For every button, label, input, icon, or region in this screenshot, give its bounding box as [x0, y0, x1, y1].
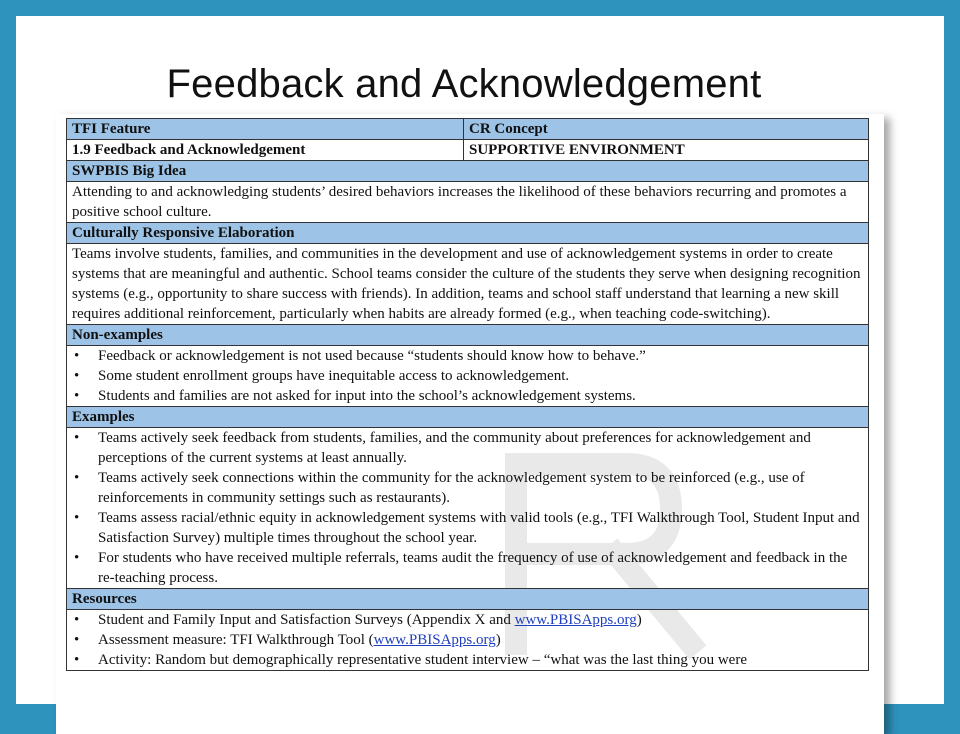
list-item-text: Students and families are not asked for input into the school’s acknowledgement systems. — [98, 388, 636, 404]
resources-list — [72, 610, 863, 670]
list-item — [72, 346, 863, 366]
document-screenshot — [56, 114, 884, 734]
table-row — [67, 161, 869, 182]
list-item — [72, 366, 863, 386]
big-idea-header: SWPBIS Big Idea — [67, 161, 869, 182]
concept-cell: SUPPORTIVE ENVIRONMENT — [464, 140, 869, 161]
list-item — [72, 428, 863, 468]
resources-cell — [67, 610, 869, 671]
list-item-text: Teams assess racial/ethnic equity in acknowledgement systems with valid tools (e.g., TFI Walkthrough Tool, Student Input and Satisfaction Survey) multiple times throughout the school year. — [98, 510, 860, 546]
table-row — [67, 182, 869, 223]
slide-title: Feedback and Acknowledgement — [166, 62, 762, 106]
big-idea-text: Attending to and acknowledging students’ desired behaviors increases the likelihood of these behaviors recurring and promotes a positive school culture. — [67, 182, 869, 223]
bullet-icon: • — [74, 348, 80, 364]
table-row — [67, 346, 869, 407]
elaboration-header: Culturally Responsive Elaboration — [67, 223, 869, 244]
table-row — [67, 119, 869, 140]
list-item — [72, 468, 863, 508]
list-item-text: Teams actively seek feedback from students, families, and the community about preferences for acknowledgement and perceptions of the current systems at least annually. — [98, 430, 811, 466]
list-item — [72, 630, 863, 650]
bullet-icon: • — [74, 430, 80, 446]
non-examples-list — [72, 346, 863, 406]
table-row — [67, 407, 869, 428]
list-item — [72, 650, 863, 670]
list-item-text: ) — [636, 612, 642, 628]
list-item — [72, 548, 863, 588]
list-item — [72, 386, 863, 406]
list-item — [72, 508, 863, 548]
list-item-text: Assessment measure: TFI Walkthrough Tool ( — [98, 632, 374, 648]
examples-list — [72, 428, 863, 588]
list-item-text: Feedback or acknowledgement is not used because “students should know how to behave.” — [98, 348, 646, 364]
pbisapps-link[interactable]: www.PBISApps.org — [514, 612, 637, 628]
list-item-text: Some student enrollment groups have inequitable access to acknowledgement. — [98, 368, 570, 384]
table-row — [67, 244, 869, 325]
list-item-text: For students who have received multiple referrals, teams audit the frequency of use of acknowledgement and feedback in the re-teaching process. — [98, 550, 848, 586]
list-item-text: Teams actively seek connections within the community for the acknowledgement system to be reinforced (e.g., use of reinforcements in community settings such as restaurants). — [98, 470, 805, 506]
table-row — [67, 428, 869, 589]
resources-header: Resources — [67, 589, 869, 610]
bullet-icon: • — [74, 652, 80, 668]
list-item-text: ) — [495, 632, 501, 648]
table-row — [67, 140, 869, 161]
cr-concept-header: CR Concept — [464, 119, 869, 140]
non-examples-header: Non-examples — [67, 325, 869, 346]
bullet-icon: • — [74, 550, 80, 566]
table-row — [67, 223, 869, 244]
bullet-icon: • — [74, 368, 80, 384]
examples-cell — [67, 428, 869, 589]
bullet-icon: • — [74, 612, 80, 628]
bullet-icon: • — [74, 632, 80, 648]
non-examples-cell — [67, 346, 869, 407]
tfi-feature-header: TFI Feature — [67, 119, 464, 140]
list-item-text: Activity: Random but demographically representative student interview – “what was the last thing you were — [98, 652, 747, 668]
list-item-text: Student and Family Input and Satisfaction Surveys (Appendix X and — [98, 612, 515, 628]
bullet-icon: • — [74, 510, 80, 526]
list-item — [72, 610, 863, 630]
feature-cell: 1.9 Feedback and Acknowledgement — [67, 140, 464, 161]
bullet-icon: • — [74, 470, 80, 486]
examples-header: Examples — [67, 407, 869, 428]
elaboration-text: Teams involve students, families, and communities in the development and use of acknowledgement systems in order to create systems that are meaningful and authentic. School teams consider the culture of the students they serve when designing recognition systems (e.g., opportunity to share success with friends). In addition, teams and school staff understand that learning a new skill requires additional reinforcement, particularly when habits are already formed (e.g., when teaching code-switching). — [67, 244, 869, 325]
table-row — [67, 589, 869, 610]
bullet-icon: • — [74, 388, 80, 404]
table-row — [67, 610, 869, 671]
table-row — [67, 325, 869, 346]
pbisapps-link[interactable]: www.PBISApps.org — [373, 632, 496, 648]
tfi-table — [66, 118, 869, 671]
